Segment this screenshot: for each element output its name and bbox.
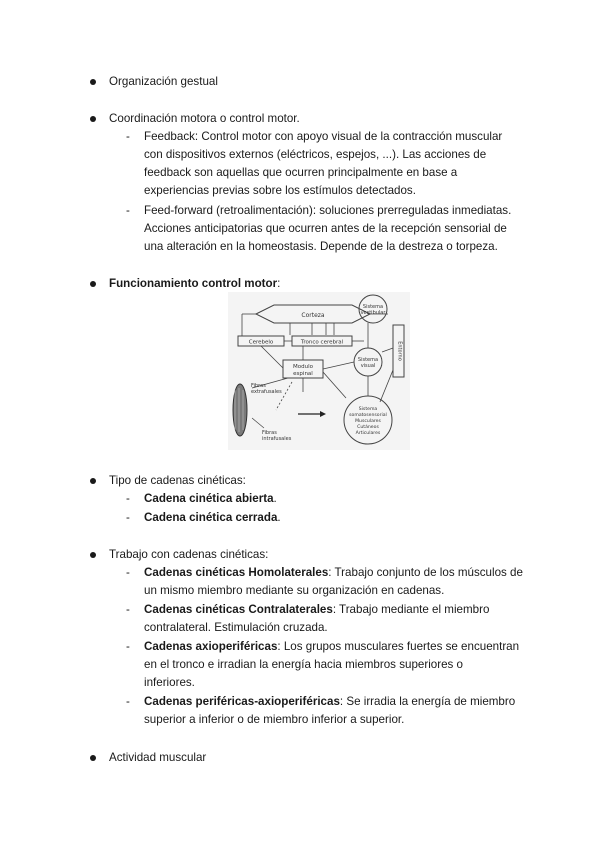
bullet-text: Trabajo con cadenas cinéticas: [109, 548, 269, 561]
bold-term: Cadenas periféricas-axioperiféricas [144, 695, 340, 708]
bullet-dot-icon [90, 755, 96, 761]
bold-term: Cadenas cinéticas Homolaterales [144, 566, 329, 579]
visual-label-2: visual [360, 363, 376, 369]
bullet-dot-icon [90, 552, 96, 558]
vestibular-label-2: vestibular [360, 310, 386, 316]
dash-marker: - [126, 204, 130, 217]
text-line: Feedback: Control motor con apoyo visual de la contracción muscular [144, 130, 503, 143]
text-line: feedback son aquellas que ocurren principalmente en base a [144, 166, 458, 179]
sub-item-text [144, 601, 526, 637]
text-line: un mismo miembro mediante su organización en cadenas. [144, 584, 445, 597]
fibras-intra-label-2: intrafusales [262, 436, 292, 442]
bullet-text [109, 275, 280, 293]
term-rest: : Trabajo mediante el miembro [332, 603, 490, 616]
visual-label-1: Sistema [357, 357, 379, 363]
term-rest: : Trabajo conjunto de los músculos de [328, 566, 523, 579]
fibras-extra-label-1: Fibras [251, 383, 266, 389]
text-line: experiencias previas sobre los estímulos detectados. [144, 184, 416, 197]
somato-label-3: Musculares [355, 419, 381, 424]
text-line: en el tronco e irradian la energía hacia miembros superiores o [144, 658, 463, 671]
cerebelo-label: Cerebelo [248, 339, 274, 346]
text-line: inferiores. [144, 676, 195, 689]
sub-item-text [144, 490, 526, 508]
somato-label-1: Sistema [358, 407, 378, 412]
vestibular-label-1: Sistema [362, 304, 384, 310]
fibras-extra-label-2: extrafusales [251, 389, 282, 395]
bullet-dot-icon [90, 79, 96, 85]
dash-marker: - [126, 511, 130, 524]
bullet-text: Tipo de cadenas cinéticas: [109, 474, 246, 487]
dash-marker: - [126, 695, 130, 708]
text-line [144, 638, 526, 656]
dash-marker: - [126, 130, 130, 143]
heading-colon: : [277, 277, 281, 290]
somato-label-2: somatosensorial [349, 413, 387, 418]
sub-item-text [144, 638, 526, 692]
bold-term: Cadena cinética abierta [144, 492, 274, 505]
term-suffix: . [273, 492, 277, 505]
dash-marker: - [126, 492, 130, 505]
sub-item-text [144, 509, 526, 527]
text-line [144, 509, 526, 527]
bullet-text: Actividad muscular [109, 751, 207, 764]
somato-label-4: Cutáneos [357, 425, 379, 430]
bold-term: Cadenas axioperiféricas [144, 640, 278, 653]
text-line [144, 490, 526, 508]
text-line: Feed-forward (retroalimentación): soluciones prerreguladas inmediatas. [144, 204, 512, 217]
bullet-dot-icon [90, 116, 96, 122]
text-line [144, 693, 526, 711]
bold-term: Cadenas cinéticas Contralaterales [144, 603, 333, 616]
bullet-text: Coordinación motora o control motor. [109, 112, 300, 125]
bold-term: Cadena cinética cerrada [144, 511, 278, 524]
entorno-label: Entorno [396, 341, 403, 361]
motor-control-diagram [228, 292, 410, 450]
bullet-dot-icon [90, 281, 96, 287]
text-line: una alteración en la homeostasis. Depende de la destreza o torpeza. [144, 240, 498, 253]
bullet-text: Organización gestual [109, 75, 218, 88]
sub-item-text [144, 202, 526, 256]
dash-marker: - [126, 640, 130, 653]
sub-item-text [144, 564, 526, 600]
dash-marker: - [126, 566, 130, 579]
corteza-label: Corteza [301, 312, 325, 319]
diagram-svg [228, 292, 410, 450]
tronco-label: Tronco cerebral [300, 339, 344, 346]
modulo-label-2: espinal [293, 371, 313, 377]
sub-item-text [144, 693, 526, 729]
term-rest: : Se irradia la energía de miembro [339, 695, 516, 708]
text-line: contralateral. Estimulación cruzada. [144, 621, 328, 634]
text-line: con dispositivos externos (eléctricos, espejos, ...). Las acciones de [144, 148, 487, 161]
bold-heading: Funcionamiento control motor [109, 277, 278, 290]
modulo-label-1: Modulo [293, 364, 313, 370]
bullet-dot-icon [90, 478, 96, 484]
text-line [144, 564, 526, 582]
fibras-intra-label-1: Fibras [262, 430, 277, 436]
text-line [144, 601, 526, 619]
somato-label-5: Articulares [355, 431, 381, 436]
term-rest: : Los grupos musculares fuertes se encuentran [277, 640, 520, 653]
term-suffix: . [277, 511, 281, 524]
text-line: superior a inferior o de miembro inferior a superior. [144, 713, 405, 726]
text-line: Acciones anticipatorias que ocurren antes de la recepción sensorial de [144, 222, 507, 235]
sub-item-text [144, 128, 526, 200]
dash-marker: - [126, 603, 130, 616]
